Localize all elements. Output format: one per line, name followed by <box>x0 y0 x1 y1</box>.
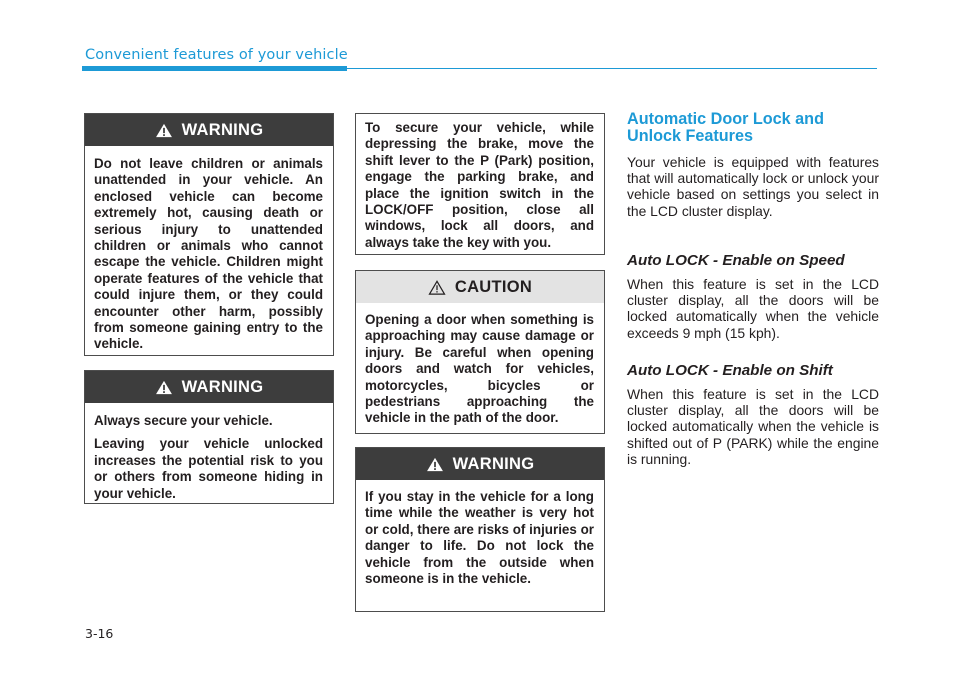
header-rule <box>347 68 877 69</box>
enable-on-speed-paragraph: When this feature is set in the LCD cluster display, all the doors will be locked automatically when the vehicle exceeds 9 mph (15 kph). <box>627 276 879 341</box>
warning-box-secure-vehicle <box>84 370 334 504</box>
warning-box-stay-in-vehicle <box>355 447 605 612</box>
warning-triangle-icon <box>426 457 444 472</box>
header-accent-bar <box>82 66 347 71</box>
warning-box-children <box>84 113 334 356</box>
intro-paragraph: Your vehicle is equipped with features that will automatically lock or unlock your vehicle based on settings you select in the LCD cluster display. <box>627 154 879 219</box>
warning-label: WARNING <box>181 377 264 396</box>
page-number: 3-16 <box>85 626 114 641</box>
warning-triangle-icon <box>155 380 173 395</box>
section-title-auto-door-lock: Automatic Door Lock and Unlock Features <box>627 110 824 145</box>
caution-header <box>356 271 604 303</box>
subheading-enable-on-shift: Auto LOCK - Enable on Shift <box>627 362 833 379</box>
warning-header <box>356 448 604 480</box>
warning-body <box>85 403 333 510</box>
warning-body <box>85 146 333 361</box>
warning-text: Do not leave children or animals unattended in your vehicle. An enclosed vehicle can become extremely hot, causing death or serious injury to unattended children or animals who cannot escape the vehicle. Children might operate features of the vehicle that could injure them, or they could encounter other harm, possibly from someone gaining entry to the vehicle. <box>94 156 323 352</box>
caution-text: Opening a door when something is approaching may cause damage or injury. Be careful when opening doors and watch for vehicles, motorcycles, bicycles or pedestrians approaching the vehicle in the path of the door. <box>365 312 594 426</box>
caution-triangle-icon <box>428 280 446 295</box>
warning-triangle-icon <box>155 123 173 138</box>
warning-text: Always secure your vehicle. <box>94 413 273 428</box>
caution-label: CAUTION <box>454 277 533 296</box>
warning-text: Leaving your vehicle unlocked increases the potential risk to you or others from someone hiding in your vehicle. <box>94 436 323 501</box>
warning-header <box>85 114 333 146</box>
enable-on-shift-paragraph: When this feature is set in the LCD cluster display, all the doors will be locked automatically when the vehicle is shifted out of P (PARK) while the engine is running. <box>627 386 879 467</box>
subheading-enable-on-speed: Auto LOCK - Enable on Speed <box>627 252 845 269</box>
section-header-title: Convenient features of your vehicle <box>85 47 348 63</box>
warning-header <box>85 371 333 403</box>
warning-label: WARNING <box>452 454 535 473</box>
warning-body <box>356 480 604 595</box>
warning-continued-text: To secure your vehicle, while depressing the brake, move the shift lever to the P (Park) position, engage the parking brake, and place the ignition switch in the LOCK/OFF position, close all windows, lock all doors, and always take the key with you. <box>365 120 594 250</box>
caution-box-opening-door <box>355 270 605 434</box>
warning-continued-body <box>356 114 604 259</box>
warning-label: WARNING <box>181 120 264 139</box>
caution-body <box>356 303 604 435</box>
warning-continued-box <box>355 113 605 255</box>
warning-text: If you stay in the vehicle for a long time while the weather is very hot or cold, there are risks of injuries or danger to life. Do not lock the vehicle from the outside when someone is in the vehicle. <box>365 489 594 587</box>
